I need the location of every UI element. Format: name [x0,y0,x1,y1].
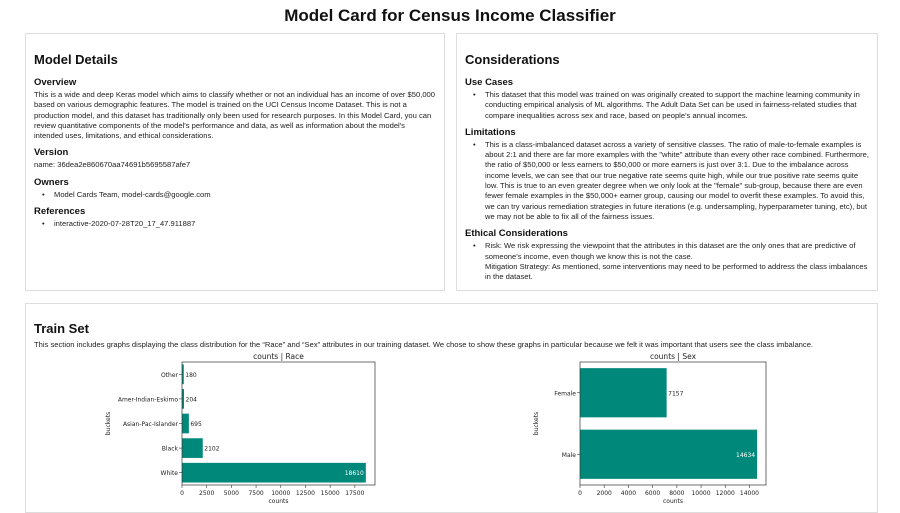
version-heading: Version [34,147,69,159]
list-item: • interactive-2020-07-28T20_17_47.911887 [54,219,436,229]
considerations-card [456,33,878,291]
x-tick-label: 2000 [596,490,612,497]
x-tick-label: 0 [578,490,582,497]
y-axis-label: buckets [533,411,540,436]
ethical-risk: Risk: We risk expressing the viewpoint that the attributes in this dataset are the only ones that are predictive of someone's income, even though we know this is not the case. [485,241,856,261]
model-details-heading: Model Details [34,52,118,67]
x-axis-label: counts [662,498,684,505]
x-tick-label: 8000 [669,490,685,497]
x-tick-label: 5000 [223,490,240,497]
y-axis-label: buckets [105,411,112,436]
x-tick-label: 7500 [248,490,264,497]
ethical-heading: Ethical Considerations [465,228,568,240]
bar [580,368,667,417]
chart-title: counts | Race [253,352,304,361]
data-label: 180 [185,371,197,379]
y-tick-label: Black [161,445,178,453]
considerations-heading: Considerations [465,52,560,67]
y-tick-label: Asian-Pac-Islander [122,421,178,428]
limitations-heading: Limitations [465,126,516,138]
list-item: • Model Cards Team, model-cards@google.com [54,190,436,200]
y-tick-label: Amer-Indian-Eskimo [117,396,178,404]
x-tick-label: 14000 [739,490,760,497]
data-label: 204 [185,396,197,404]
model-details-card [25,33,445,291]
list-item: • This dataset that this model was trained on was originally created to support the machine learning community in conducting empirical analysis of ML algorithms. The Adult Data Set can be used in fairness-related studies that compare inequalities across sex and race, based on people's annual incomes. [485,90,869,121]
y-tick-label: Other [160,371,178,379]
x-tick-label: 6000 [644,490,661,497]
data-label: 14634 [736,451,756,459]
x-tick-label: 10000 [691,490,711,497]
x-tick-label: 0 [180,490,184,497]
overview-heading: Overview [34,77,77,88]
overview-text: This is a wide and deep Keras model which aims to classify whether or not an individual has an income of over $50,000 based on various demographic features. The model is trained on the UCI Census Income Dataset. This is not a production model, and this dataset has traditionally only been used for research purposes. In this Model Card, you can review quantitative components of the model's performance and data, as well as information about the model's intended uses, limitations, and ethical considerations. [34,90,436,141]
data-label: 7157 [668,390,684,398]
limitations-list [465,140,869,222]
x-tick-label: 17500 [345,490,365,497]
bar [182,463,366,483]
race-chart [100,346,390,506]
list-item: • This is a class-imbalanced dataset across a variety of sensitive classes. The ratio of male-to-female examples is about 2:1 and there are far more examples with the "white" attribute than every other race combined. Furthermore, the ratio of $50,000 or less earners to $50,000 or more earners is just over 3:1. Due to the imbalance across income levels, we can see that our true negative rate seems quite high, while our true positive rate seems quite low. This is true to an even greater degree when we only look at the "female" sub-group, because there are even fewer female examples in the $50,000+ earner group, causing our model to overfit these examples. To avoid this, we can try various remediation strategies in future iterations (e.g. undersampling, hyperparameter tuning, etc), but we may not be able to fix all of the fairness issues. [485,140,869,222]
data-label: 18610 [344,470,364,478]
y-tick-label: White [160,470,178,478]
bar [580,430,757,479]
x-tick-label: 15000 [320,490,340,497]
version-text: name: 36dea2e860670aa74691b5695587afe7 [34,160,191,170]
train-set-heading: Train Set [34,321,89,336]
x-tick-label: 2500 [199,490,215,497]
x-tick-label: 4000 [620,490,637,497]
references-list [34,219,436,229]
data-label: 2102 [204,445,220,453]
x-axis-label: counts [268,498,289,505]
references-heading: References [34,206,86,218]
chart-title: counts | Sex [649,352,697,361]
bar [182,414,189,434]
x-tick-label: 10000 [271,490,291,497]
bar [182,438,203,458]
use-cases-heading: Use Cases [465,77,514,88]
sex-chart [530,346,780,506]
x-tick-label: 12500 [295,490,316,497]
owners-heading: Owners [34,176,69,188]
y-tick-label: Female [554,390,576,398]
list-item [485,241,869,282]
y-tick-label: Male [561,451,576,459]
ethical-mitigation: Mitigation Strategy: As mentioned, some interventions may need to be performed to address the class imbalances in the dataset. [485,261,868,282]
use-cases-list [465,90,869,121]
train-set-description: This section includes graphs displaying the class distribution for the “Race” and “Sex” attributes in our training dataset. We chose to show these graphs in particular because we felt it was important that users see the class imbalance. [34,340,814,349]
ethical-list [465,241,869,282]
x-tick-label: 12000 [715,490,735,497]
data-label: 695 [190,421,202,428]
owners-list [34,190,436,200]
page-title: Model Card for Census Income Classifier [284,6,616,25]
